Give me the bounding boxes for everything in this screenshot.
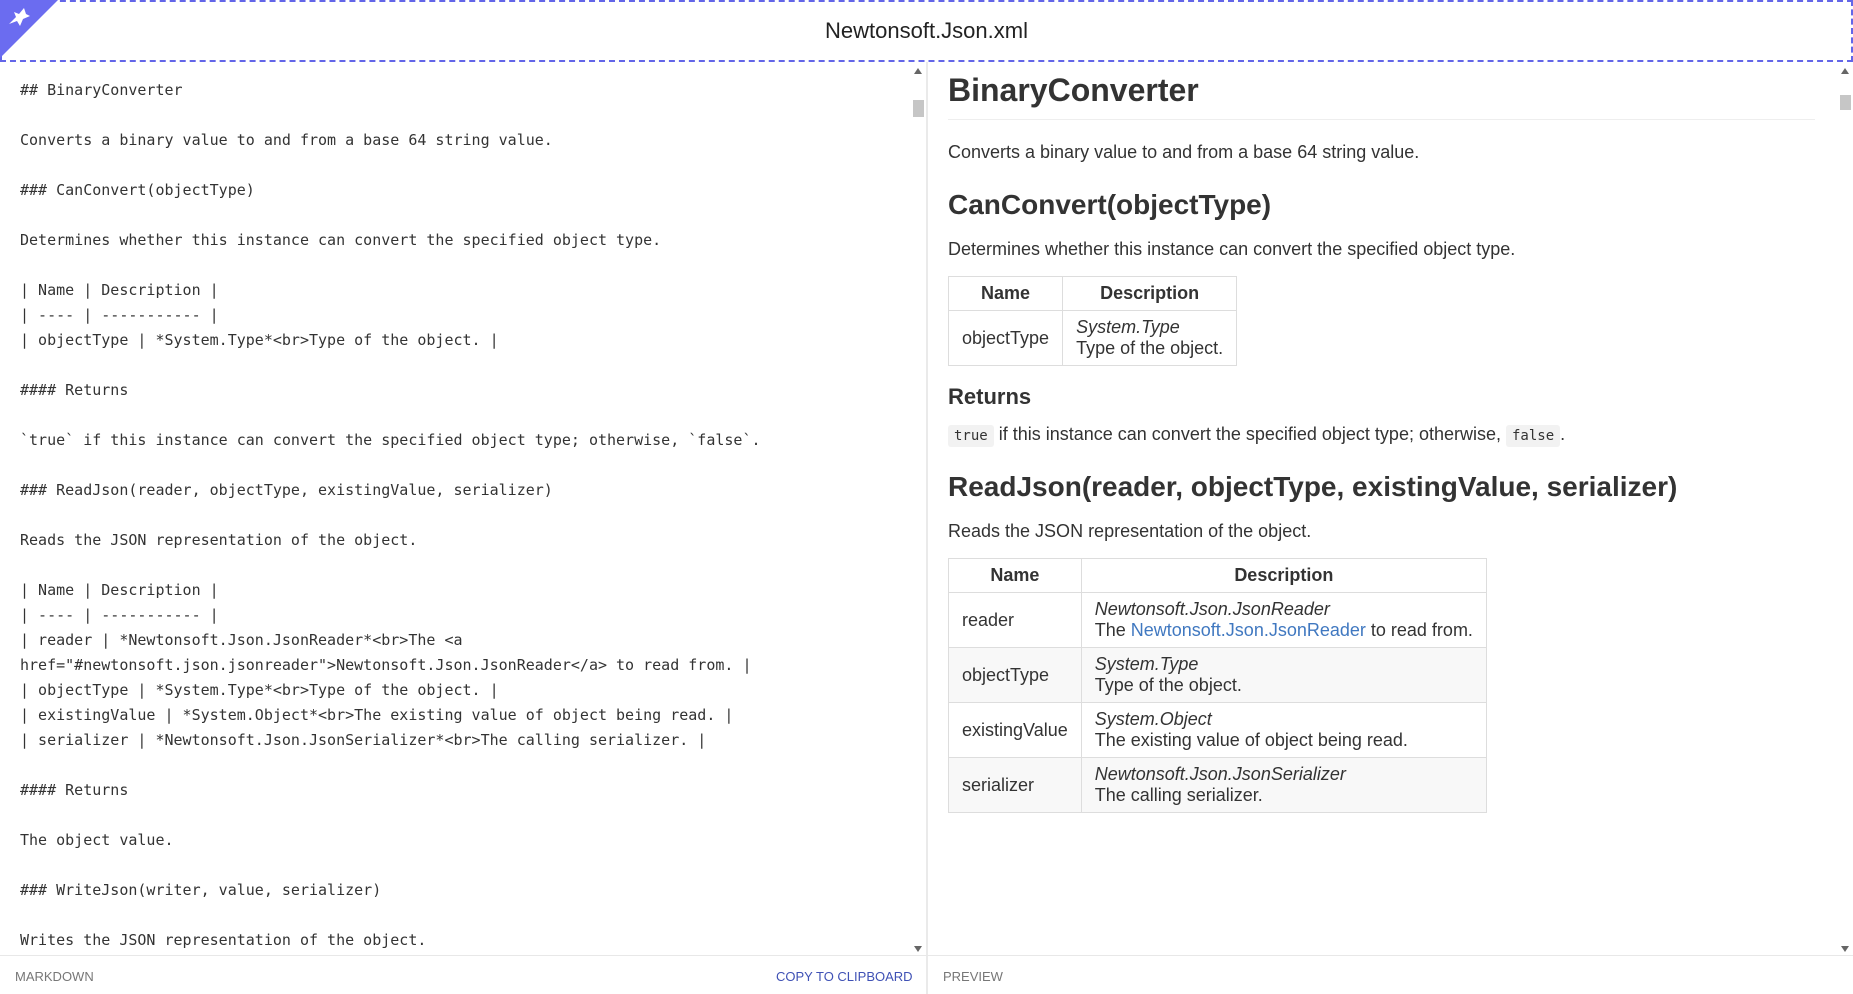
param-text: Type of the object.: [1094, 675, 1242, 695]
readjson-params-table: [948, 558, 1487, 813]
param-name: existingValue: [949, 703, 1082, 758]
markdown-editor[interactable]: [0, 62, 910, 955]
param-type: Newtonsoft.Json.JsonSerializer: [1094, 764, 1346, 784]
editor-line[interactable]: | objectType | *System.Type*<br>Type of the object. |: [20, 331, 499, 349]
preview-heading-binaryconverter: BinaryConverter: [948, 72, 1815, 120]
editor-line[interactable]: [20, 153, 900, 178]
param-description: [1081, 703, 1486, 758]
document-title: Newtonsoft.Json.xml: [825, 18, 1028, 43]
editor-scrollbar[interactable]: [910, 62, 926, 955]
param-description: [1081, 593, 1486, 648]
table-header-description: Description: [1063, 277, 1237, 311]
editor-line[interactable]: ### CanConvert(objectType): [20, 181, 255, 199]
editor-line[interactable]: The object value.: [20, 831, 174, 849]
param-type: System.Object: [1094, 709, 1212, 729]
editor-line[interactable]: | Name | Description |: [20, 581, 219, 599]
table-header-name: Name: [949, 277, 1063, 311]
editor-line[interactable]: [20, 103, 900, 128]
markdown-text[interactable]: [20, 78, 900, 953]
param-description: [1063, 311, 1237, 366]
scroll-down-icon[interactable]: [914, 946, 922, 952]
table-header-description: Description: [1081, 559, 1486, 593]
corner-logo[interactable]: [0, 0, 58, 58]
param-text: Type of the object.: [1076, 338, 1224, 358]
editor-line[interactable]: | Name | Description |: [20, 281, 219, 299]
table-row: [949, 593, 1487, 648]
param-text: The calling serializer.: [1094, 785, 1263, 805]
preview-readjson-desc: Reads the JSON representation of the object.: [948, 521, 1312, 541]
editor-line[interactable]: Reads the JSON representation of the object.: [20, 531, 418, 549]
footer-bar: [0, 955, 1853, 994]
editor-line[interactable]: ## BinaryConverter: [20, 81, 183, 99]
param-name: serializer: [949, 758, 1082, 813]
editor-line[interactable]: #### Returns: [20, 381, 129, 399]
preview-intro: Converts a binary value to and from a base 64 string value.: [948, 142, 1420, 162]
scroll-thumb[interactable]: [1840, 95, 1851, 110]
editor-line[interactable]: `true` if this instance can convert the specified object type; otherwise, `false`.: [20, 431, 761, 449]
editor-line[interactable]: | serializer | *Newtonsoft.Json.JsonSerializer*<br>The calling serializer. |: [20, 731, 707, 749]
editor-line[interactable]: ### WriteJson(writer, value, serializer): [20, 881, 382, 899]
param-text: The Newtonsoft.Json.JsonReader to read from.: [1094, 620, 1473, 640]
table-row: [949, 648, 1487, 703]
preview-scrollbar[interactable]: [1837, 62, 1853, 955]
editor-line[interactable]: #### Returns: [20, 781, 129, 799]
param-name: reader: [949, 593, 1082, 648]
code-true: true: [948, 425, 994, 447]
param-text: The existing value of object being read.: [1094, 730, 1408, 750]
editor-line[interactable]: ### ReadJson(reader, objectType, existingValue, serializer): [20, 481, 553, 499]
table-row: [949, 758, 1487, 813]
returns-body: if this instance can convert the specified object type; otherwise,: [993, 424, 1506, 444]
param-name: objectType: [949, 311, 1063, 366]
preview-pane-label: PREVIEW: [943, 969, 1003, 984]
table-row: [949, 311, 1237, 366]
editor-line[interactable]: Determines whether this instance can convert the specified object type.: [20, 231, 662, 249]
editor-line[interactable]: [20, 503, 900, 528]
table-header-name: Name: [949, 559, 1082, 593]
scroll-down-icon[interactable]: [1841, 946, 1849, 952]
editor-line[interactable]: href="#newtonsoft.json.jsonreader">Newtonsoft.Json.JsonReader</a> to read from. |: [20, 656, 752, 674]
editor-line[interactable]: [20, 903, 900, 928]
editor-line[interactable]: | existingValue | *System.Object*<br>The existing value of object being read. |: [20, 706, 734, 724]
editor-line[interactable]: | ---- | ----------- |: [20, 606, 219, 624]
code-false: false: [1506, 425, 1560, 447]
editor-line[interactable]: Converts a binary value to and from a base 64 string value.: [20, 131, 553, 149]
copy-to-clipboard-button[interactable]: COPY TO CLIPBOARD: [776, 969, 913, 984]
scroll-up-icon[interactable]: [1841, 68, 1849, 74]
editor-line[interactable]: [20, 553, 900, 578]
param-type: Newtonsoft.Json.JsonReader: [1094, 599, 1330, 619]
preview-heading-canconvert: CanConvert(objectType): [948, 189, 1272, 220]
preview-heading-returns: Returns: [948, 384, 1032, 409]
scroll-thumb[interactable]: [913, 100, 924, 117]
param-description: [1081, 758, 1486, 813]
editor-line[interactable]: [20, 453, 900, 478]
param-name: objectType: [949, 648, 1082, 703]
app-header: [0, 0, 1853, 62]
preview-canconvert-desc: Determines whether this instance can convert the specified object type.: [948, 239, 1516, 259]
editor-line[interactable]: | objectType | *System.Type*<br>Type of the object. |: [20, 681, 499, 699]
param-type: System.Type: [1094, 654, 1199, 674]
canconvert-params-table: [948, 276, 1237, 366]
param-description: [1081, 648, 1486, 703]
preview-heading-readjson: ReadJson(reader, objectType, existingValue, serializer): [948, 471, 1678, 502]
editor-line[interactable]: [20, 753, 900, 778]
preview-returns-text: true if this instance can convert the specified object type; otherwise, false .: [948, 424, 1817, 445]
param-type: System.Type: [1076, 317, 1180, 337]
jsonreader-link[interactable]: Newtonsoft.Json.JsonReader: [1130, 620, 1366, 640]
editor-line[interactable]: Writes the JSON representation of the object.: [20, 931, 427, 949]
editor-line[interactable]: [20, 203, 900, 228]
logo-icon: [6, 4, 32, 30]
editor-line[interactable]: [20, 803, 900, 828]
editor-line[interactable]: [20, 403, 900, 428]
editor-line[interactable]: | ---- | ----------- |: [20, 306, 219, 324]
editor-line[interactable]: [20, 853, 900, 878]
scroll-up-icon[interactable]: [914, 68, 922, 74]
editor-line[interactable]: | reader | *Newtonsoft.Json.JsonReader*<br>The <a: [20, 631, 463, 649]
editor-line[interactable]: [20, 353, 900, 378]
markdown-preview: [928, 62, 1837, 955]
markdown-pane-label: MARKDOWN: [15, 969, 94, 984]
table-row: [949, 703, 1487, 758]
editor-line[interactable]: [20, 253, 900, 278]
